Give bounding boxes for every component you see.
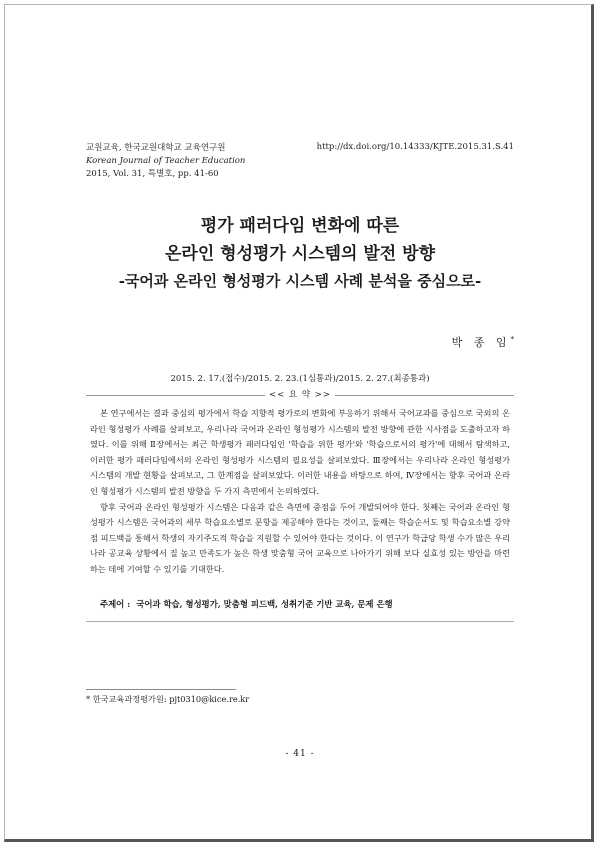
subtitle: -국어과 온라인 형성평가 시스템 사례 분석을 중심으로- [118,272,482,290]
review-dates: 2015. 2. 17.(접수)/2015. 2. 23.(1심통과)/2015. 2. 27.(최종통과) [170,374,430,384]
author-footnote: * 한국교육과정평가원: pjt0310@kice.re.kr [86,694,250,704]
keywords-text: 국어과 학습, 형성평가, 맞춤형 피드백, 성취기준 기반 교육, 문제 은행 [136,599,393,609]
author [452,334,514,350]
abstract-paragraph-1: 본 연구에서는 결과 중심의 평가에서 학습 지향적 평가로의 변화에 부응하기 위해서 국어교과를 중심으로 국외의 온라인 형성평가 사례를 살펴보고, 우리나라 국어과 온라인 형성평가 시스템의 발전 방향에 관한 시사점을 도출하고자 하였다. 이를 위해 Ⅱ장에서는 최근 학생평가 패러다임인 '학습을 위한 평가'와 '학습으로서의 평가'에 대해서 탐색하고, 이러한 평가 패러다임에서의 온라인 형성평가 시스템의 필요성을 살펴보았다. Ⅲ장에서는 우리나라 온라인 형성평가 시스템의 개발 현황을 살펴보고, 그 한계점을 살펴보았다. 이러한 내용을 바탕으로 하여, Ⅳ장에서는 향후 국어과 온라인 형성평가 시스템의 발전 방향을 두 가지 측면에서 논의하였다. [90,408,510,496]
title-line-2: 온라인 형성평가 시스템의 발전 방향 [164,244,435,264]
abstract-bottom-divider [86,621,514,622]
title-line-1: 평가 패러다임 변화에 따른 [200,216,400,236]
summary-label: << 요 약 >> [265,388,335,400]
abstract [90,406,510,578]
journal-header [86,142,245,181]
keywords [100,598,393,610]
keywords-label: 주제어 : [100,599,131,609]
abstract-paragraph-2: 향후 국어과 온라인 형성평가 시스템은 다음과 같은 측면에 중점을 두어 개발되어야 한다. 첫째는 국어과 온라인 형성평가 시스템은 국어과의 세부 학습요소별로 문항을 제공해야 한다는 것이고, 둘째는 학습순서도 및 학습요소별 강약점 피드백을 통해서 학생의 자기주도적 학습을 지원할 수 있어야 한다는 것이다. 이 연구가 학급당 학생 수가 많은 우리나라 공교육 상황에서 질 높고 만족도가 높은 학생 맞춤형 국어 교육으로 나아가기 위해 보다 실효성 있는 방안을 마련하는 데에 기여할 수 있기를 기대한다. [90,501,510,574]
publisher-line: 교원교육, 한국교원대학교 교육연구원 [86,143,226,153]
paper-title [0,212,600,294]
page-number: - 41 - [285,749,315,759]
volume-info: 2015, Vol. 31, 특별호, pp. 41-60 [86,169,219,179]
author-name: 박 종 임 [451,336,511,349]
author-footnote-mark: * [510,335,514,344]
footnote-rule [86,689,236,690]
journal-name: Korean Journal of Teacher Education [86,156,246,166]
doi-link[interactable]: http://dx.doi.org/10.14333/KJTE.2015.31.S.41 [316,142,514,152]
